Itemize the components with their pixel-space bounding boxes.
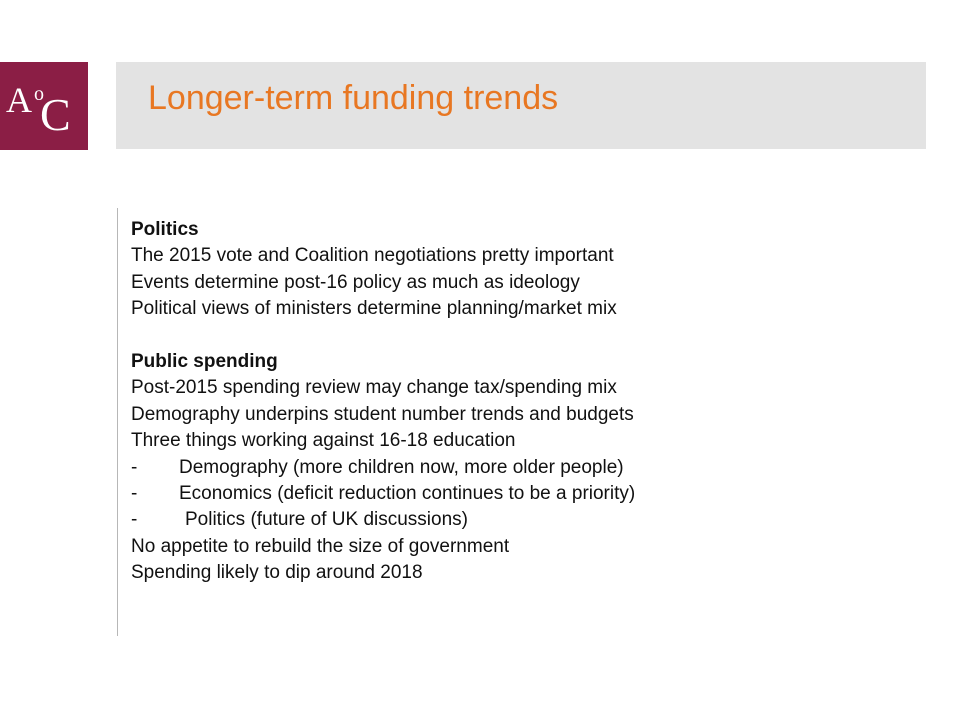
- bullet-text: Economics (deficit reduction continues to be a priority): [179, 482, 636, 504]
- public-spending-line: Post-2015 spending review may change tax/spending mix: [131, 377, 617, 399]
- politics-line: The 2015 vote and Coalition negotiations pretty important: [131, 245, 614, 267]
- bullet-dash: -: [131, 509, 138, 531]
- svg-text:A: A: [6, 80, 32, 120]
- slide-title: Longer-term funding trends: [148, 79, 559, 117]
- politics-line: Political views of ministers determine planning/market mix: [131, 298, 617, 320]
- slide-body: [131, 217, 891, 586]
- public-spending-line: Spending likely to dip around 2018: [131, 562, 423, 584]
- public-spending-line: Demography underpins student number trends and budgets: [131, 403, 634, 425]
- bullet-item: [131, 455, 891, 481]
- public-spending-line: Three things working against 16-18 education: [131, 430, 516, 452]
- aoc-logo: [0, 62, 88, 150]
- bullet-dash: -: [131, 482, 138, 504]
- public-spending-line: No appetite to rebuild the size of government: [131, 535, 510, 557]
- vertical-divider: [117, 208, 118, 636]
- bullet-item: [131, 507, 891, 533]
- bullet-text: Politics (future of UK discussions): [185, 509, 468, 531]
- title-bar: [116, 62, 926, 149]
- public-spending-heading: Public spending: [131, 350, 278, 372]
- politics-line: Events determine post-16 policy as much as ideology: [131, 271, 580, 293]
- svg-text:C: C: [40, 89, 71, 140]
- section-spacer: [131, 323, 891, 349]
- bullet-dash: -: [131, 456, 138, 478]
- svg-text:o: o: [34, 83, 44, 105]
- politics-heading: Politics: [131, 219, 199, 240]
- bullet-item: [131, 481, 891, 507]
- aoc-logo-mark: [0, 62, 88, 150]
- bullet-text: Demography (more children now, more older people): [179, 456, 624, 478]
